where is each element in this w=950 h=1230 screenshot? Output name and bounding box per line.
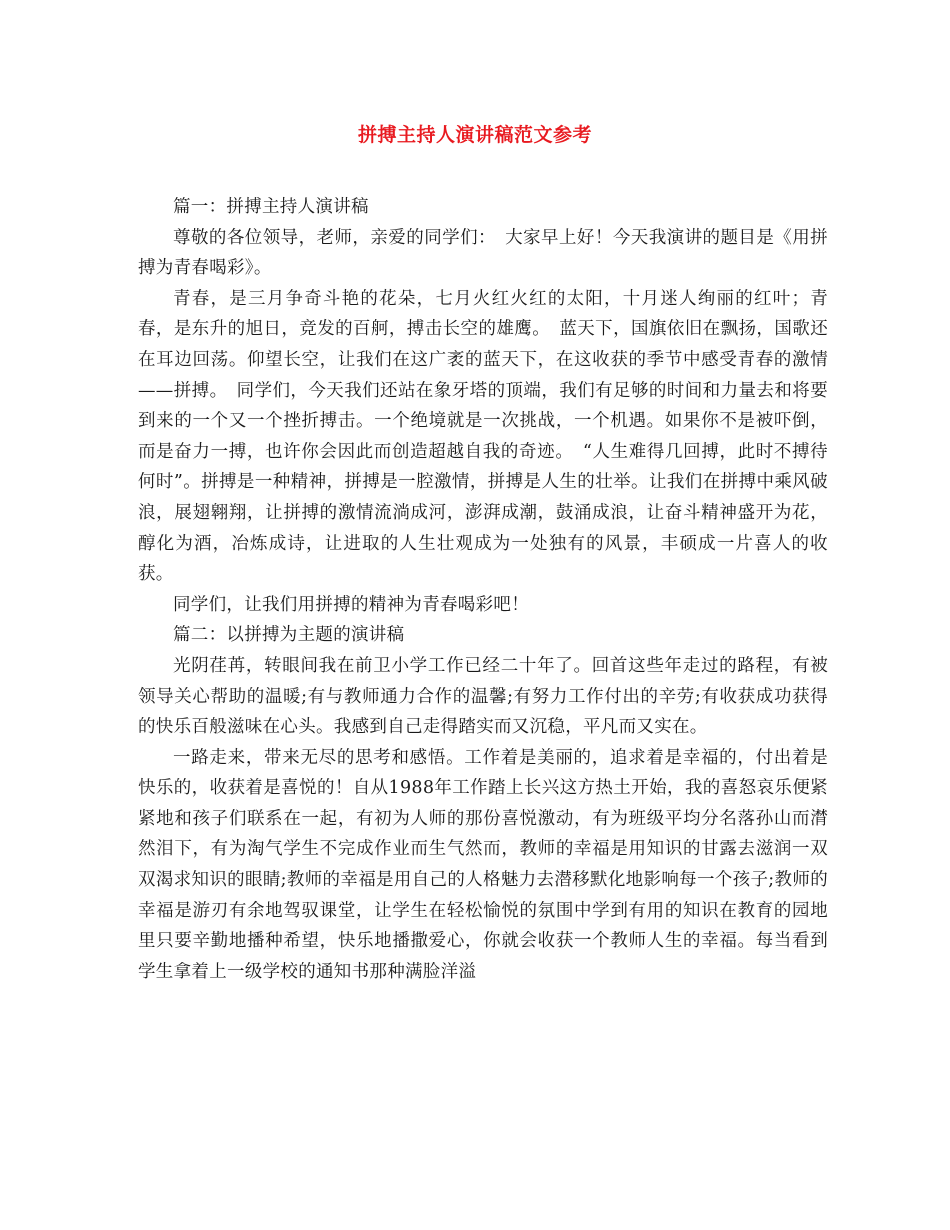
- paragraph-2-greeting: 尊敬的各位领导，老师，亲爱的同学们： 大家早上好！今天我演讲的题目是《用拼搏为青春喝彩》。: [138, 227, 828, 279]
- document-title: 拼搏主持人演讲稿范文参考: [357, 124, 592, 146]
- paragraph-5-heading: 篇二：以拼搏为主题的演讲稿: [173, 625, 405, 646]
- paragraph-4: 同学们，让我们用拼搏的精神为青春喝彩吧！: [173, 594, 529, 615]
- document-body: [138, 192, 828, 987]
- paragraph-3: 青春，是三月争奇斗艳的花朵，七月火红火红的太阳，十月迷人绚丽的红叶；青春，是东升的旭日，竞发的百舸，搏击长空的雄鹰。 蓝天下，国旗依旧在飘扬，国歌还在耳边回荡。仰望长空，让我们在这广袤的蓝天下，在这收获的季节中感受青春的激情——拼搏。 同学们，今天我们还站在象牙塔的顶端，我们有足够的时间和力量去和将要到来的一个又一个挫折搏击。一个绝境就是一次挑战，一个机遇。如果你不是被吓倒，而是奋力一搏，也许你会因此而创造超越自我的奇迹。 “人生难得几回搏，此时不搏待何时”。拼搏是一种精神，拼搏是一腔激情，拼搏是人生的壮举。让我们在拼搏中乘风破浪，展翅翱翔，让拼搏的激情流淌成河，澎湃成潮，鼓涌成浪，让奋斗精神盛开为花，醇化为酒，冶炼成诗，让进取的人生壮观成为一处独有的风景，丰硕成一片喜人的收获。: [138, 288, 828, 585]
- paragraph-6: 光阴荏苒，转眼间我在前卫小学工作已经二十年了。回首这些年走过的路程，有被领导关心帮助的温暖;有与教师通力合作的温馨;有努力工作付出的辛劳;有收获成功获得的快乐百般滋味在心头。我感到自己走得踏实而又沉稳，平凡而又实在。: [138, 655, 828, 738]
- paragraph-1-heading: 篇一：拼搏主持人演讲稿: [173, 197, 369, 217]
- paragraph-7: 一路走来，带来无尽的思考和感悟。工作着是美丽的，追求着是幸福的，付出着是快乐的，收获着是喜悦的！自从1988年工作踏上长兴这方热土开始，我的喜怒哀乐便紧紧地和孩子们联系在一起，有初为人师的那份喜悦激动，有为班级平均分名落孙山而潸然泪下，有为淘气学生不完成作业而生气然而，教师的幸福是用知识的甘露去滋润一双双渴求知识的眼睛;教师的幸福是用自己的人格魅力去潜移默化地影响每一个孩子;教师的幸福是游刃有余地驾驭课堂，让学生在轻松愉悦的氛围中学到有用的知识在教育的园地里只要辛勤地播种希望，快乐地播撒爱心，你就会收获一个教师人生的幸福。每当看到学生拿着上一级学校的通知书那种满脸洋溢: [138, 747, 828, 982]
